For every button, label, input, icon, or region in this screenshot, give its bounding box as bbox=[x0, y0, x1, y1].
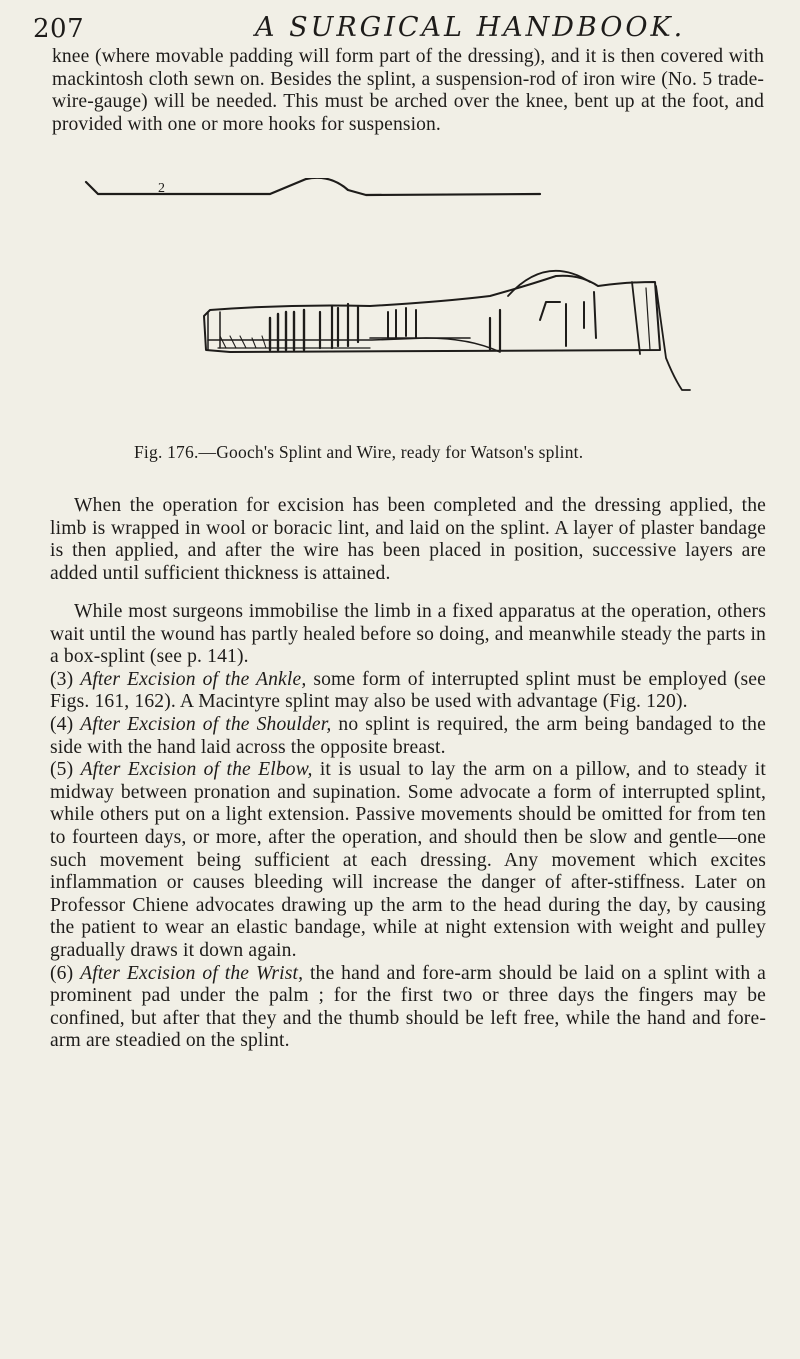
paragraph-knee-dressing: knee (where movable padding will form part of the dressing), and it is then covered with mackintosh cloth sewn on. Besides the splint, a suspension-rod of iron wire (No. 5 trade-wire-gauge) will be needed. This must be arched over the knee, bent up at the foot, and provided with one or more hooks for suspension. bbox=[52, 46, 764, 135]
section-5-text: it is usual to lay the arm on a pillow, and to steady it midway between pronation and supination. Some advocate a form of interrupted splint, while others put on a light extension. Passive movements should be omitted for from ten to fourteen days, or more, after the operation, and should then be slow and gentle—one such movement being sufficient at each dressing. Any movement which excites inflammation or causes bleeding will increase the danger of after-stiffness. Later on Professor Chiene advocates drawing up the arm to the head during the day, by causing the patient to wear an elastic bandage, while at night extension with weight and pulley gradually draws it down again. bbox=[50, 759, 766, 961]
section-5-heading: After Excision of the Elbow, bbox=[80, 759, 313, 781]
wire-mark: 2 bbox=[158, 181, 165, 196]
section-5-number: (5) bbox=[50, 759, 74, 781]
running-head bbox=[33, 8, 760, 48]
splint-illustration-icon bbox=[70, 178, 760, 440]
running-title: A SURGICAL HANDBOOK. bbox=[255, 12, 686, 43]
section-5 bbox=[50, 759, 766, 961]
section-4-heading: After Excision of the Shoulder, bbox=[80, 713, 332, 735]
figure-176 bbox=[70, 178, 760, 460]
section-4-text: no splint is required, the arm being bandaged to the side with the hand laid across the opposite breast. bbox=[50, 713, 766, 758]
paragraph-immobilise bbox=[50, 601, 766, 1053]
page-number: 207 bbox=[33, 14, 85, 44]
section-3-number: (3) bbox=[50, 668, 74, 690]
section-3-heading: After Excision of the Ankle, bbox=[80, 668, 307, 690]
section-6-number: (6) bbox=[50, 962, 74, 984]
figure-caption: Fig. 176.—Gooch's Splint and Wire, ready for Watson's splint. bbox=[134, 442, 584, 462]
paragraph-immobilise-text: While most surgeons immobilise the limb in a fixed apparatus at the operation, others wait until the wound has partly healed before so doing, and meanwhile steady the parts in a box-splint (see p. 141). bbox=[50, 601, 766, 668]
section-3-text: some form of interrupted splint must be employed (see Figs. 161, 162). A Macintyre splint may also be used with advantage (Fig. 120). bbox=[50, 668, 766, 713]
section-3 bbox=[50, 669, 766, 713]
section-6-text: the hand and fore-arm should be laid on a splint with a prominent pad under the palm ; for the first two or three days the fingers may be confined, but after that they and the thumb should be left free, while the hand and fore-arm are steadied on the splint. bbox=[50, 962, 766, 1052]
section-4-number: (4) bbox=[50, 713, 74, 735]
section-4 bbox=[50, 714, 766, 758]
section-6 bbox=[50, 963, 766, 1052]
paragraph-operation: When the operation for excision has been completed and the dressing applied, the limb is wrapped in wool or boracic lint, and laid on the splint. A layer of plaster bandage is then applied, and after the wire has been placed in position, successive layers are added until sufficient thickness is attained. bbox=[50, 495, 766, 584]
suspension-wire bbox=[86, 178, 540, 195]
section-6-heading: After Excision of the Wrist, bbox=[80, 962, 304, 984]
